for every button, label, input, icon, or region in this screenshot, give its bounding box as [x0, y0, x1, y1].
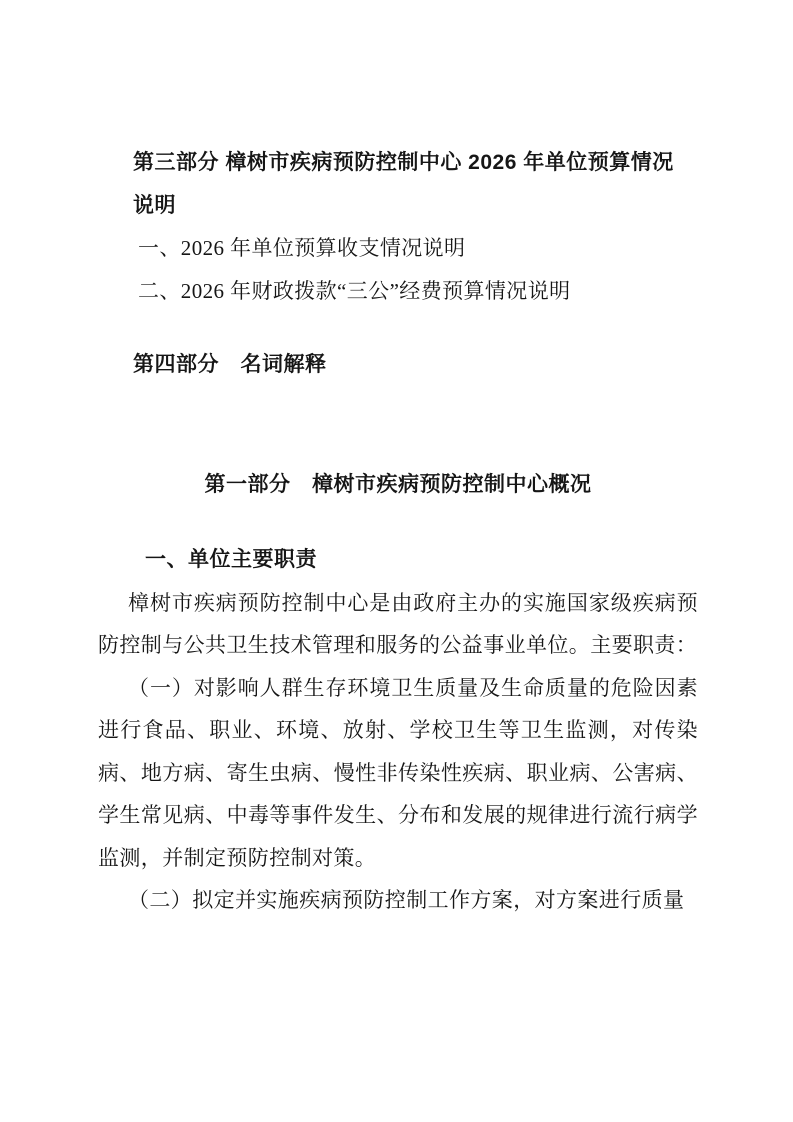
toc-part3-item-2: 二、2026 年财政拨款“三公”经费预算情况说明 — [138, 278, 571, 303]
duties-subsection-title: 一、单位主要职责 — [145, 548, 317, 571]
duty-item-1-paragraph: （一）对影响人群生存环境卫生质量及生命质量的危险因素进行食品、职业、环境、放射、学校卫生等卫生监测，对传染病、地方病、寄生虫病、慢性非传染性疾病、职业病、公害病、学生常见病、中毒等事件发生、分布和发展的规律进行流行病学监测，并制定预防控制对策。 — [98, 675, 698, 870]
toc-part3-heading: 第三部分 樟树市疾病预防控制中心 2026 年单位预算情况说明 — [133, 151, 674, 217]
toc-part3-item-1: 一、2026 年单位预算收支情况说明 — [138, 236, 466, 260]
intro-paragraph: 樟树市疾病预防控制中心是由政府主办的实施国家级疾病预防控制与公共卫生技术管理和服务的公益事业单位。主要职责： — [98, 590, 698, 657]
document-content — [98, 0, 698, 922]
part1-section-title: 第一部分 樟树市疾病预防控制中心概况 — [204, 472, 592, 496]
toc-part4-heading: 第四部分 名词解释 — [133, 353, 327, 376]
duty-item-2-paragraph: （二）拟定并实施疾病预防控制工作方案，对方案进行质量 — [128, 888, 685, 912]
